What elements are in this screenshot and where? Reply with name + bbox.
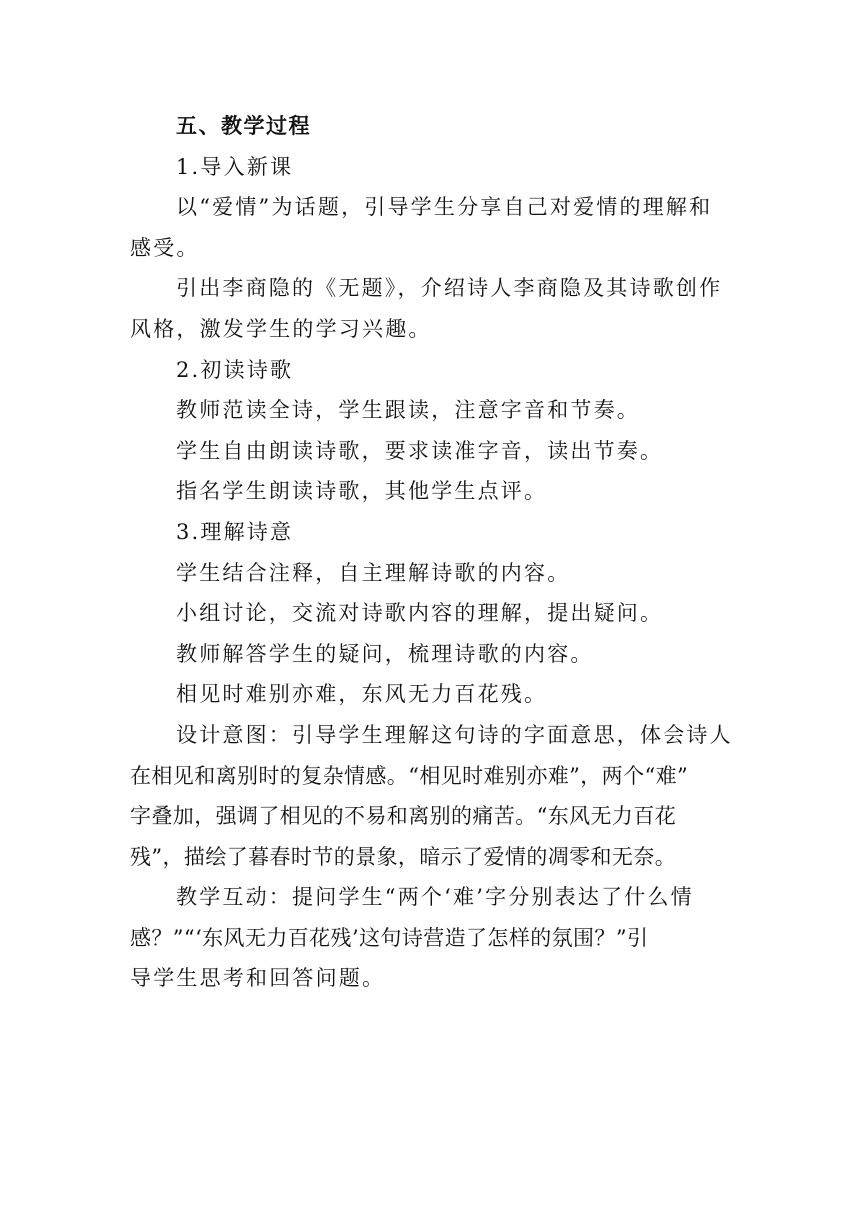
paragraph-line: 小组讨论，交流对诗歌内容的理解，提出疑问。 <box>176 601 664 626</box>
paragraph-line: 教师范读全诗，学生跟读，注意字音和节奏。 <box>176 398 640 423</box>
paragraph-line: 设计意图：引导学生理解这句诗的字面意思，体会诗人 <box>176 722 733 747</box>
paragraph-line: 字叠加，强调了相见的不易和离别的痛苦。“东风无力百花 <box>130 804 677 829</box>
document-body <box>130 106 733 999</box>
paragraph-line: 学生自由朗读诗歌，要求读准字音，读出节奏。 <box>176 438 664 463</box>
poem-line: 相见时难别亦难，东风无力百花残。 <box>176 682 548 707</box>
paragraph-line: 以“爱情”为话题，引导学生分享自己对爱情的理解和 <box>176 195 713 220</box>
paragraph-line: 指名学生朗读诗歌，其他学生点评。 <box>176 479 548 504</box>
paragraph-line: 教师解答学生的疑问，梳理诗歌的内容。 <box>176 641 594 666</box>
paragraph-line: 导学生思考和回答问题。 <box>130 966 386 991</box>
paragraph-line: 学生结合注释，自主理解诗歌的内容。 <box>176 560 571 585</box>
paragraph-line: 感？”“‘东风无力百花残’这句诗营造了怎样的氛围？”引 <box>130 925 649 950</box>
subheading-first-reading: 2.初读诗歌 <box>176 357 294 382</box>
subheading-import-lesson: 1.导入新课 <box>176 154 294 179</box>
section-heading: 五、教学过程 <box>176 113 311 138</box>
paragraph-line: 教学互动：提问学生“两个‘难’字分别表达了什么情 <box>176 885 694 910</box>
subheading-understanding: 3.理解诗意 <box>176 519 294 544</box>
paragraph-line: 在相见和离别时的复杂情感。“相见时难别亦难”，两个“难” <box>130 763 689 788</box>
paragraph-line: 感受。 <box>130 235 200 260</box>
paragraph-line: 引出李商隐的《无题》，介绍诗人李商隐及其诗歌创作 <box>176 276 723 301</box>
paragraph-line: 风格，激发学生的学习兴趣。 <box>130 316 432 341</box>
paragraph-line: 残”，描绘了暮春时节的景象，暗示了爱情的凋零和无奈。 <box>130 844 677 869</box>
